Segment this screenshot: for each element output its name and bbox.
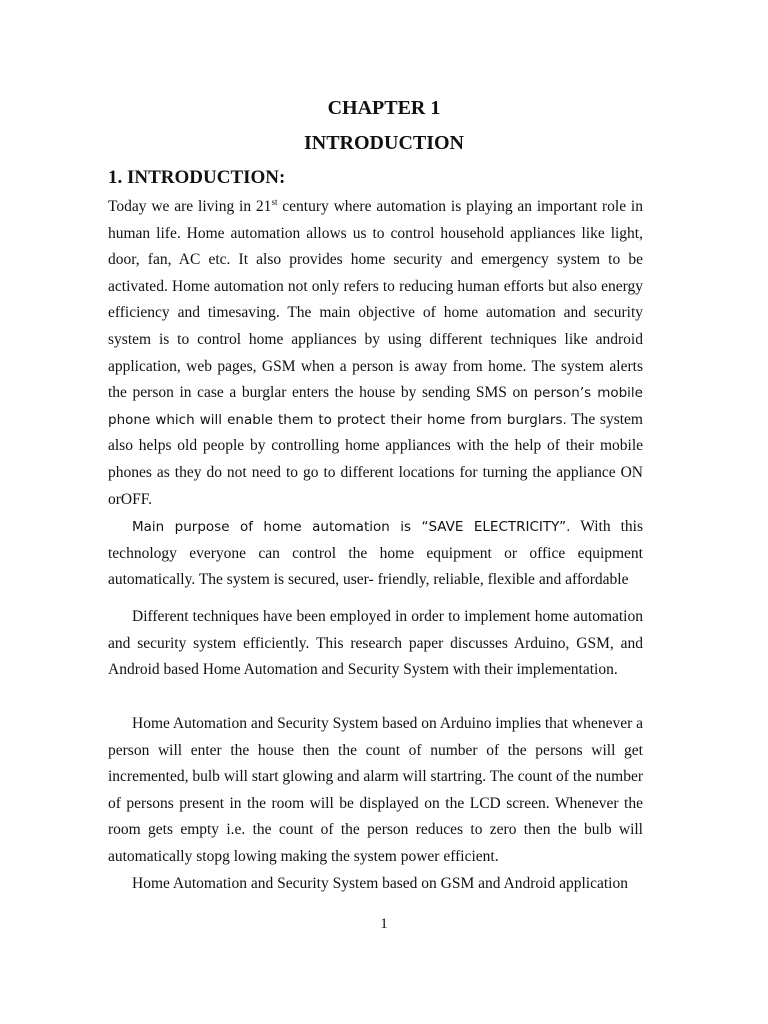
page-number: 1	[380, 916, 388, 932]
paragraph-3: Different techniques have been employed in order to implement home automation and security system efficiently. This research paper discusses Arduino, GSM, and Android based Home Automation and Security System with their implementation.	[108, 608, 643, 679]
paragraph-1-part-b: century where automation is playing an important role in human life. Home automation allows us to control household appliances like light, door, fan, AC etc. It also provides home security and emergency system to be activated. Home automation not only refers to reducing human efforts but also energy efficiency and timesaving. The main objective of home automation and security system is to control home appliances by using different techniques like android application, web pages, GSM when a person is away from home. The system alerts the person in case a burglar enters the house by sending SMS on	[108, 198, 643, 402]
paragraph-1-part-d: The system also helps old people by controlling home appliances with the help of their mobile phones as they do not need to go to different locations for turning the appliance ON orOFF.	[108, 410, 643, 508]
paragraph-2	[108, 514, 643, 594]
ordinal-suffix: st	[271, 196, 278, 207]
section-heading: 1. INTRODUCTION:	[108, 167, 286, 188]
chapter-title: INTRODUCTION	[303, 132, 465, 154]
paragraph-4: Home Automation and Security System based on Arduino implies that whenever a person will enter the house then the count of number of the persons will get incremented, bulb will start glowing and alarm will startring. The count of the number of persons present in the room will be displayed on the LCD screen. Whenever the room gets empty i.e. the count of the person reduces to zero then the bulb will automatically stopg lowing making the system power efficient.	[108, 715, 643, 865]
paragraph-1-part-a: Today we are living in 21	[108, 198, 272, 215]
chapter-label: CHAPTER 1	[327, 97, 441, 119]
paragraph-1-part-c: person’s mobile phone which will enable them to protect their home from burglars.	[108, 385, 643, 428]
paragraph-2-part-a: Main purpose of home automation is “SAVE ELECTRICITY”.	[132, 519, 571, 535]
paragraph-2-part-b: With this technology everyone can control the home equipment or office equipment automatically. The system is secured, user- friendly, reliable, flexible and affordable	[108, 518, 643, 589]
paragraph-1	[108, 194, 643, 513]
paragraph-5: Home Automation and Security System based on GSM and Android application	[132, 875, 628, 892]
